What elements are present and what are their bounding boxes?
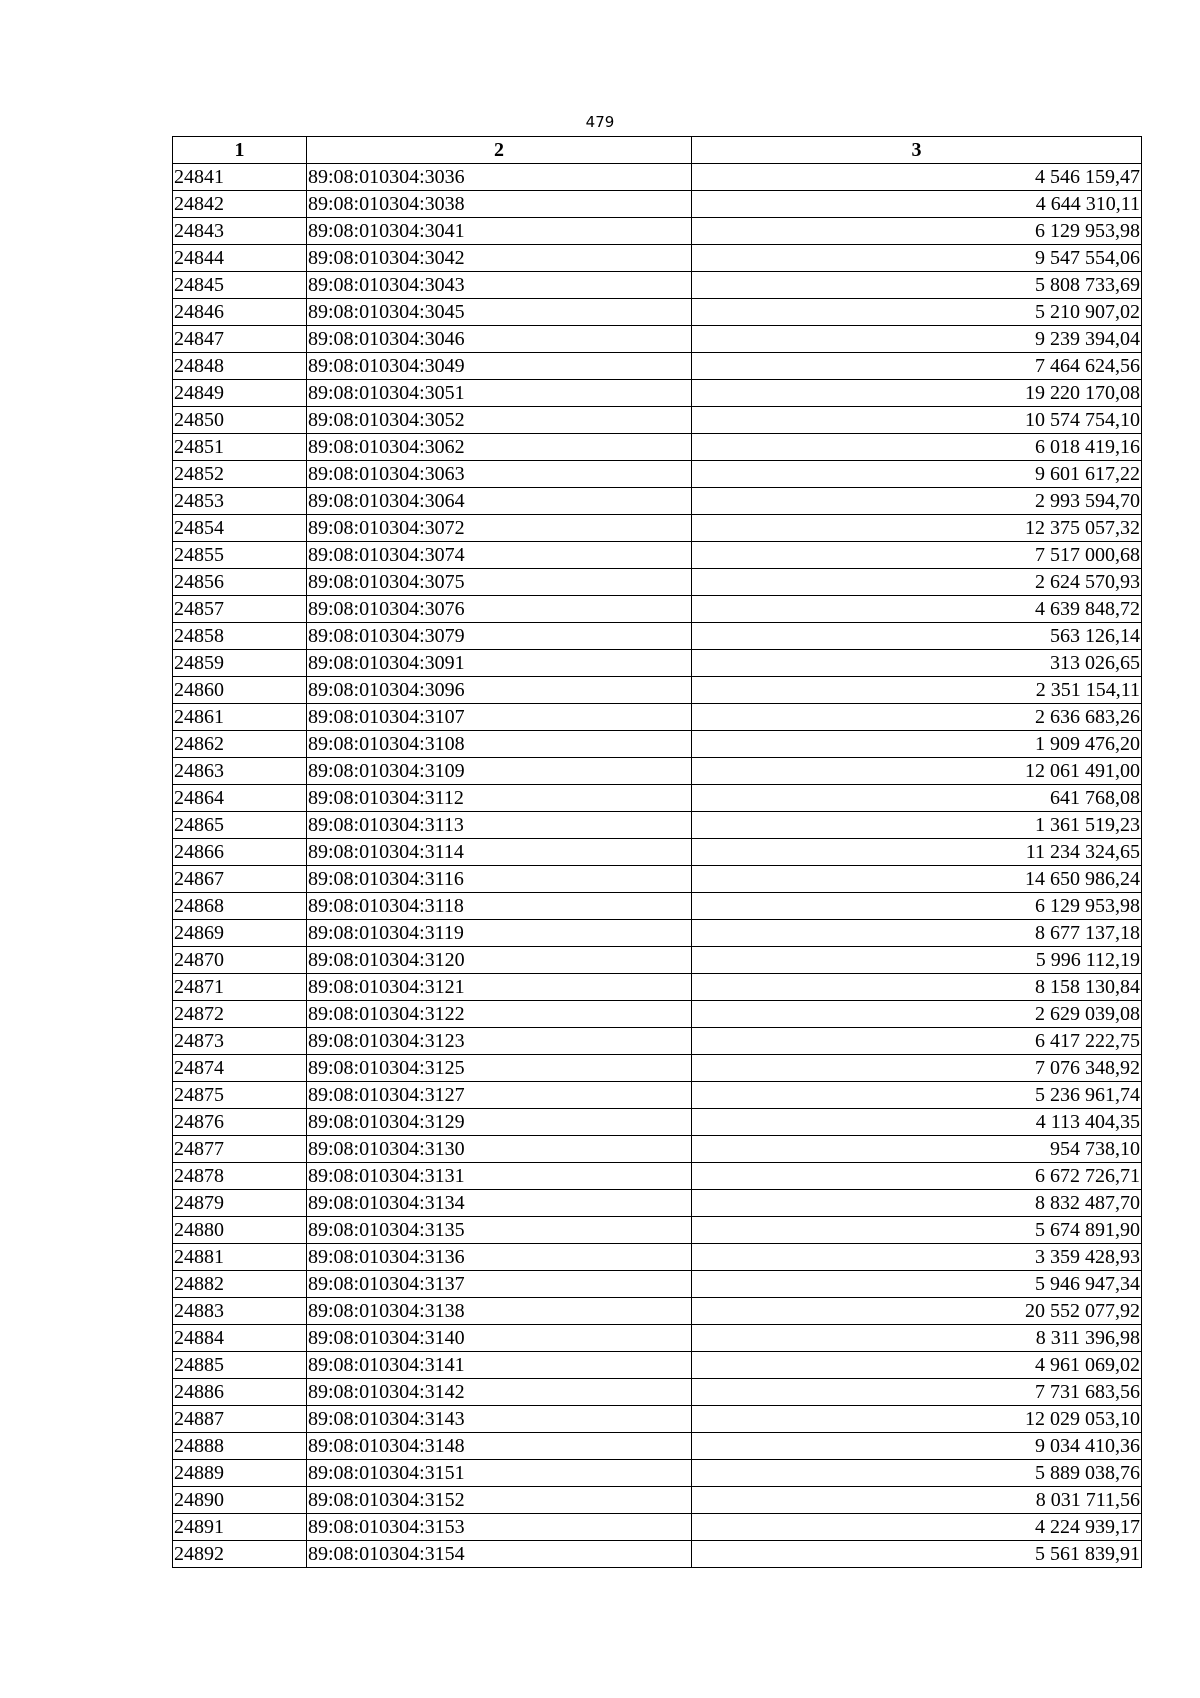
value-cell: 8 832 487,70: [692, 1190, 1142, 1217]
cadastral-number-cell: 89:08:010304:3119: [307, 920, 692, 947]
table-row: [173, 1460, 1142, 1487]
cadastral-number-cell: 89:08:010304:3143: [307, 1406, 692, 1433]
row-number-cell: 24857: [173, 596, 307, 623]
table-row: [173, 353, 1142, 380]
cadastral-number-cell: 89:08:010304:3051: [307, 380, 692, 407]
value-cell: 1 361 519,23: [692, 812, 1142, 839]
table-row: [173, 1541, 1142, 1568]
value-cell: 2 624 570,93: [692, 569, 1142, 596]
table-row: [173, 380, 1142, 407]
cadastral-number-cell: 89:08:010304:3109: [307, 758, 692, 785]
table-row: [173, 1433, 1142, 1460]
value-cell: 7 464 624,56: [692, 353, 1142, 380]
table-row: [173, 947, 1142, 974]
table-row: [173, 542, 1142, 569]
value-cell: 5 889 038,76: [692, 1460, 1142, 1487]
table-row: [173, 515, 1142, 542]
value-cell: 6 129 953,98: [692, 893, 1142, 920]
row-number-cell: 24877: [173, 1136, 307, 1163]
row-number-cell: 24842: [173, 191, 307, 218]
column-header-1: 1: [173, 137, 307, 164]
table-row: [173, 1325, 1142, 1352]
row-number-cell: 24872: [173, 1001, 307, 1028]
row-number-cell: 24885: [173, 1352, 307, 1379]
row-number-cell: 24863: [173, 758, 307, 785]
cadastral-number-cell: 89:08:010304:3121: [307, 974, 692, 1001]
table-row: [173, 1379, 1142, 1406]
table-row: [173, 893, 1142, 920]
value-cell: 4 639 848,72: [692, 596, 1142, 623]
row-number-cell: 24871: [173, 974, 307, 1001]
cadastral-number-cell: 89:08:010304:3122: [307, 1001, 692, 1028]
row-number-cell: 24845: [173, 272, 307, 299]
table-row: [173, 866, 1142, 893]
row-number-cell: 24858: [173, 623, 307, 650]
cadastral-number-cell: 89:08:010304:3038: [307, 191, 692, 218]
row-number-cell: 24855: [173, 542, 307, 569]
row-number-cell: 24844: [173, 245, 307, 272]
table-row: [173, 1406, 1142, 1433]
row-number-cell: 24870: [173, 947, 307, 974]
cadastral-number-cell: 89:08:010304:3072: [307, 515, 692, 542]
row-number-cell: 24866: [173, 839, 307, 866]
cadastral-number-cell: 89:08:010304:3135: [307, 1217, 692, 1244]
cadastral-number-cell: 89:08:010304:3049: [307, 353, 692, 380]
cadastral-number-cell: 89:08:010304:3112: [307, 785, 692, 812]
table-row: [173, 650, 1142, 677]
cadastral-number-cell: 89:08:010304:3042: [307, 245, 692, 272]
cadastral-number-cell: 89:08:010304:3152: [307, 1487, 692, 1514]
cadastral-number-cell: 89:08:010304:3151: [307, 1460, 692, 1487]
table-row: [173, 731, 1142, 758]
cadastral-number-cell: 89:08:010304:3142: [307, 1379, 692, 1406]
table-row: [173, 785, 1142, 812]
table-row: [173, 407, 1142, 434]
cadastral-number-cell: 89:08:010304:3153: [307, 1514, 692, 1541]
value-cell: 5 236 961,74: [692, 1082, 1142, 1109]
value-cell: 2 351 154,11: [692, 677, 1142, 704]
table-row: [173, 569, 1142, 596]
row-number-cell: 24878: [173, 1163, 307, 1190]
row-number-cell: 24841: [173, 164, 307, 191]
table-row: [173, 1352, 1142, 1379]
value-cell: 8 031 711,56: [692, 1487, 1142, 1514]
table-row: [173, 974, 1142, 1001]
table-row: [173, 704, 1142, 731]
table-row: [173, 1055, 1142, 1082]
cadastral-number-cell: 89:08:010304:3108: [307, 731, 692, 758]
cadastral-number-cell: 89:08:010304:3148: [307, 1433, 692, 1460]
cadastral-number-cell: 89:08:010304:3063: [307, 461, 692, 488]
row-number-cell: 24889: [173, 1460, 307, 1487]
cadastral-number-cell: 89:08:010304:3127: [307, 1082, 692, 1109]
row-number-cell: 24883: [173, 1298, 307, 1325]
cadastral-number-cell: 89:08:010304:3076: [307, 596, 692, 623]
table-row: [173, 920, 1142, 947]
row-number-cell: 24856: [173, 569, 307, 596]
row-number-cell: 24846: [173, 299, 307, 326]
cadastral-number-cell: 89:08:010304:3036: [307, 164, 692, 191]
row-number-cell: 24875: [173, 1082, 307, 1109]
table-row: [173, 1217, 1142, 1244]
value-cell: 7 731 683,56: [692, 1379, 1142, 1406]
value-cell: 20 552 077,92: [692, 1298, 1142, 1325]
cadastral-number-cell: 89:08:010304:3062: [307, 434, 692, 461]
table-row: [173, 488, 1142, 515]
row-number-cell: 24890: [173, 1487, 307, 1514]
cadastral-number-cell: 89:08:010304:3116: [307, 866, 692, 893]
cadastral-number-cell: 89:08:010304:3052: [307, 407, 692, 434]
value-cell: 5 210 907,02: [692, 299, 1142, 326]
row-number-cell: 24873: [173, 1028, 307, 1055]
value-cell: 1 909 476,20: [692, 731, 1142, 758]
value-cell: 5 996 112,19: [692, 947, 1142, 974]
table-row: [173, 434, 1142, 461]
row-number-cell: 24852: [173, 461, 307, 488]
value-cell: 563 126,14: [692, 623, 1142, 650]
row-number-cell: 24850: [173, 407, 307, 434]
value-cell: 12 061 491,00: [692, 758, 1142, 785]
value-cell: 4 644 310,11: [692, 191, 1142, 218]
value-cell: 9 547 554,06: [692, 245, 1142, 272]
value-cell: 8 158 130,84: [692, 974, 1142, 1001]
row-number-cell: 24848: [173, 353, 307, 380]
data-table: [172, 136, 1142, 1568]
table-row: [173, 326, 1142, 353]
table-row: [173, 812, 1142, 839]
row-number-cell: 24847: [173, 326, 307, 353]
value-cell: 6 129 953,98: [692, 218, 1142, 245]
value-cell: 4 546 159,47: [692, 164, 1142, 191]
value-cell: 3 359 428,93: [692, 1244, 1142, 1271]
value-cell: 19 220 170,08: [692, 380, 1142, 407]
table-row: [173, 677, 1142, 704]
table-row: [173, 299, 1142, 326]
value-cell: 9 034 410,36: [692, 1433, 1142, 1460]
cadastral-number-cell: 89:08:010304:3130: [307, 1136, 692, 1163]
value-cell: 6 018 419,16: [692, 434, 1142, 461]
row-number-cell: 24862: [173, 731, 307, 758]
row-number-cell: 24879: [173, 1190, 307, 1217]
cadastral-number-cell: 89:08:010304:3091: [307, 650, 692, 677]
value-cell: 4 961 069,02: [692, 1352, 1142, 1379]
row-number-cell: 24876: [173, 1109, 307, 1136]
cadastral-number-cell: 89:08:010304:3123: [307, 1028, 692, 1055]
cadastral-number-cell: 89:08:010304:3137: [307, 1271, 692, 1298]
column-header-2: 2: [307, 137, 692, 164]
cadastral-number-cell: 89:08:010304:3113: [307, 812, 692, 839]
row-number-cell: 24849: [173, 380, 307, 407]
table-row: [173, 461, 1142, 488]
cadastral-number-cell: 89:08:010304:3046: [307, 326, 692, 353]
row-number-cell: 24864: [173, 785, 307, 812]
cadastral-number-cell: 89:08:010304:3129: [307, 1109, 692, 1136]
row-number-cell: 24887: [173, 1406, 307, 1433]
table-row: [173, 1028, 1142, 1055]
cadastral-number-cell: 89:08:010304:3079: [307, 623, 692, 650]
table-row: [173, 1298, 1142, 1325]
cadastral-number-cell: 89:08:010304:3154: [307, 1541, 692, 1568]
table-row: [173, 245, 1142, 272]
row-number-cell: 24867: [173, 866, 307, 893]
table-row: [173, 164, 1142, 191]
row-number-cell: 24861: [173, 704, 307, 731]
value-cell: 313 026,65: [692, 650, 1142, 677]
row-number-cell: 24868: [173, 893, 307, 920]
row-number-cell: 24865: [173, 812, 307, 839]
value-cell: 14 650 986,24: [692, 866, 1142, 893]
cadastral-number-cell: 89:08:010304:3136: [307, 1244, 692, 1271]
row-number-cell: 24843: [173, 218, 307, 245]
row-number-cell: 24888: [173, 1433, 307, 1460]
table-row: [173, 839, 1142, 866]
cadastral-number-cell: 89:08:010304:3075: [307, 569, 692, 596]
table-row: [173, 191, 1142, 218]
value-cell: 12 375 057,32: [692, 515, 1142, 542]
value-cell: 8 311 396,98: [692, 1325, 1142, 1352]
value-cell: 6 672 726,71: [692, 1163, 1142, 1190]
row-number-cell: 24880: [173, 1217, 307, 1244]
value-cell: 9 239 394,04: [692, 326, 1142, 353]
header-row: [173, 137, 1142, 164]
value-cell: 11 234 324,65: [692, 839, 1142, 866]
cadastral-number-cell: 89:08:010304:3131: [307, 1163, 692, 1190]
value-cell: 5 808 733,69: [692, 272, 1142, 299]
value-cell: 8 677 137,18: [692, 920, 1142, 947]
row-number-cell: 24882: [173, 1271, 307, 1298]
cadastral-number-cell: 89:08:010304:3041: [307, 218, 692, 245]
value-cell: 2 629 039,08: [692, 1001, 1142, 1028]
table-row: [173, 758, 1142, 785]
table-row: [173, 1190, 1142, 1217]
cadastral-number-cell: 89:08:010304:3043: [307, 272, 692, 299]
value-cell: 2 636 683,26: [692, 704, 1142, 731]
value-cell: 4 113 404,35: [692, 1109, 1142, 1136]
table-body: [173, 164, 1142, 1568]
value-cell: 5 946 947,34: [692, 1271, 1142, 1298]
row-number-cell: 24892: [173, 1541, 307, 1568]
value-cell: 7 517 000,68: [692, 542, 1142, 569]
value-cell: 5 561 839,91: [692, 1541, 1142, 1568]
value-cell: 2 993 594,70: [692, 488, 1142, 515]
table-row: [173, 1271, 1142, 1298]
table-header: [173, 137, 1142, 164]
value-cell: 10 574 754,10: [692, 407, 1142, 434]
row-number-cell: 24869: [173, 920, 307, 947]
row-number-cell: 24874: [173, 1055, 307, 1082]
table-row: [173, 596, 1142, 623]
table-row: [173, 1082, 1142, 1109]
value-cell: 6 417 222,75: [692, 1028, 1142, 1055]
row-number-cell: 24886: [173, 1379, 307, 1406]
row-number-cell: 24854: [173, 515, 307, 542]
cadastral-number-cell: 89:08:010304:3125: [307, 1055, 692, 1082]
row-number-cell: 24884: [173, 1325, 307, 1352]
value-cell: 4 224 939,17: [692, 1514, 1142, 1541]
value-cell: 5 674 891,90: [692, 1217, 1142, 1244]
table-row: [173, 623, 1142, 650]
table-row: [173, 1163, 1142, 1190]
cadastral-number-cell: 89:08:010304:3140: [307, 1325, 692, 1352]
cadastral-number-cell: 89:08:010304:3118: [307, 893, 692, 920]
table-row: [173, 218, 1142, 245]
table-row: [173, 1001, 1142, 1028]
cadastral-number-cell: 89:08:010304:3134: [307, 1190, 692, 1217]
table-row: [173, 1487, 1142, 1514]
table-row: [173, 1514, 1142, 1541]
table-row: [173, 1136, 1142, 1163]
row-number-cell: 24891: [173, 1514, 307, 1541]
value-cell: 641 768,08: [692, 785, 1142, 812]
cadastral-number-cell: 89:08:010304:3045: [307, 299, 692, 326]
cadastral-number-cell: 89:08:010304:3107: [307, 704, 692, 731]
row-number-cell: 24881: [173, 1244, 307, 1271]
table-row: [173, 1109, 1142, 1136]
cadastral-number-cell: 89:08:010304:3074: [307, 542, 692, 569]
cadastral-number-cell: 89:08:010304:3064: [307, 488, 692, 515]
row-number-cell: 24859: [173, 650, 307, 677]
row-number-cell: 24851: [173, 434, 307, 461]
value-cell: 12 029 053,10: [692, 1406, 1142, 1433]
cadastral-number-cell: 89:08:010304:3114: [307, 839, 692, 866]
cadastral-number-cell: 89:08:010304:3096: [307, 677, 692, 704]
page-number: 479: [585, 113, 615, 131]
value-cell: 9 601 617,22: [692, 461, 1142, 488]
column-header-3: 3: [692, 137, 1142, 164]
table-row: [173, 1244, 1142, 1271]
value-cell: 954 738,10: [692, 1136, 1142, 1163]
row-number-cell: 24853: [173, 488, 307, 515]
cadastral-number-cell: 89:08:010304:3120: [307, 947, 692, 974]
value-cell: 7 076 348,92: [692, 1055, 1142, 1082]
cadastral-number-cell: 89:08:010304:3141: [307, 1352, 692, 1379]
table-row: [173, 272, 1142, 299]
cadastral-number-cell: 89:08:010304:3138: [307, 1298, 692, 1325]
row-number-cell: 24860: [173, 677, 307, 704]
